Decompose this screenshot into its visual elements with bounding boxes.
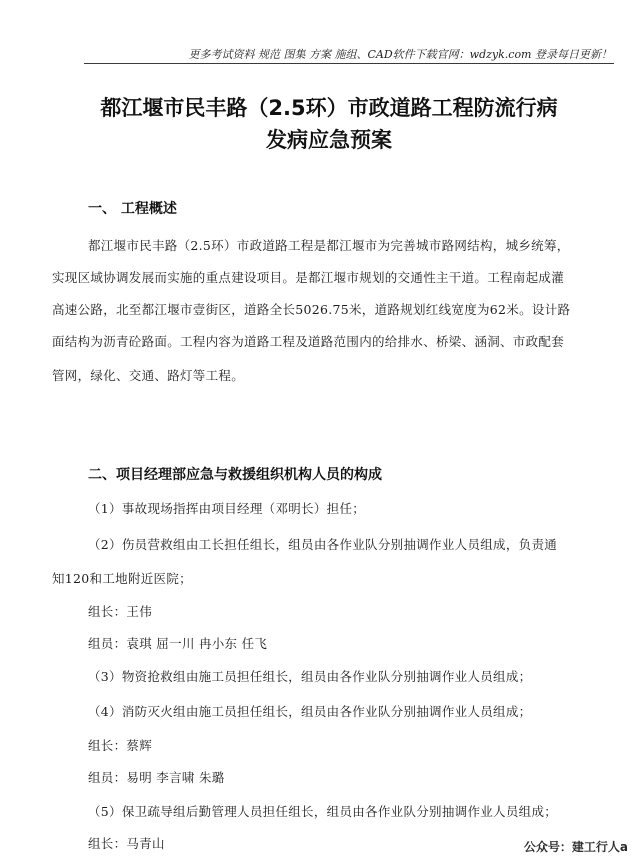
item-4-leader: 组长：蔡辉 [88, 738, 153, 753]
item-4: （4）消防灭火组由施工员担任组长，组员由各作业队分别抽调作业人员组成； [88, 704, 532, 719]
document-title [40, 92, 618, 156]
section-2-heading: 二、项目经理部应急与救援组织机构人员的构成 [88, 467, 382, 483]
section-1-line: 实现区域协调发展而实施的重点建设项目。是都江堰市规划的交通性主干道。工程南起成灌 [52, 270, 565, 285]
item-2-leader: 组长：王伟 [88, 604, 153, 619]
section-1-heading: 一、 工程概述 [88, 201, 177, 217]
item-2-line-1: （2）伤员营救组由工长担任组长，组员由各作业队分别抽调作业人员组成，负责通 [88, 537, 558, 552]
title-line-2: 发病应急预案 [266, 128, 392, 152]
section-1-line: 都江堰市民丰路（2.5环）市政道路工程是都江堰市为完善城市路网结构，城乡统筹， [88, 238, 570, 253]
section-1-line: 面结构为沥青砼路面。工程内容为道路工程及道路范围内的给排水、桥梁、涵洞、市政配套 [52, 334, 565, 349]
item-2-line-2: 知120和工地附近医院； [52, 571, 192, 586]
footer-watermark: 公众号：建工行人a [520, 836, 632, 857]
section-1-line: 管网，绿化、交通、路灯等工程。 [52, 368, 245, 383]
section-1-line: 高速公路，北至都江堰市壹街区，道路全长5026.75米，道路规划红线宽度为62米。设计路 [52, 302, 571, 317]
title-line-1: 都江堰市民丰路（2.5环）市政道路工程防流行病 [100, 96, 558, 120]
item-5: （5）保卫疏导组后勤管理人员担任组长，组员由各作业队分别抽调作业人员组成； [88, 804, 558, 819]
item-2-members: 组员：袁琪 屈一川 冉小东 任飞 [88, 636, 268, 651]
item-3: （3）物资抢救组由施工员担任组长，组员由各作业队分别抽调作业人员组成； [88, 669, 532, 684]
item-4-members: 组员：易明 李言啸 朱璐 [88, 770, 225, 785]
item-1: （1）事故现场指挥由项目经理（邓明长）担任； [88, 501, 366, 516]
item-5-leader: 组长：马青山 [88, 836, 165, 851]
header-divider [84, 63, 614, 64]
header-note: 更多考试资料 规范 图集 方案 施组、CAD软件下载官网：wdzyk.com 登录每日更新！ [188, 48, 612, 61]
